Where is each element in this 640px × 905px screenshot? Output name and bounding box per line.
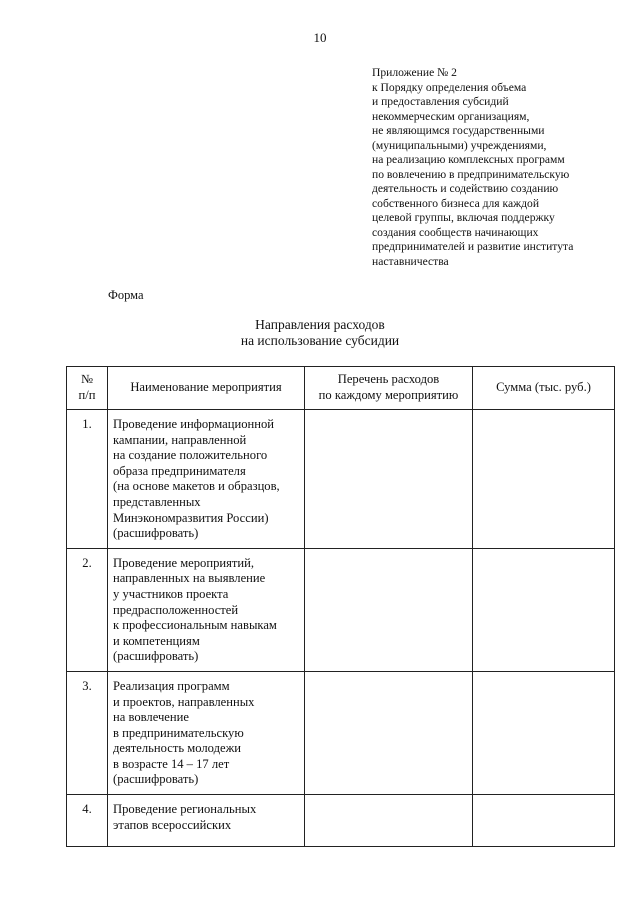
expenses-cell — [305, 795, 473, 847]
expenses-cell — [305, 410, 473, 549]
activity-name: Проведение информационной кампании, направленной на создание положительного образа предпринимателя (на основе макетов и образцов, представленных Минэкономразвития России) (расшифровать) — [108, 410, 305, 549]
appendix-line: целевой группы, включая поддержку — [372, 211, 555, 224]
header-expenses: Перечень расходов по каждому мероприятию — [305, 367, 473, 410]
appendix-line: Приложение № 2 — [372, 66, 457, 79]
activity-name: Проведение мероприятий, направленных на выявление у участников проекта предрасположенностей к профессиональным навыкам и компетенциям (расшифровать) — [108, 548, 305, 671]
document-title — [0, 317, 640, 349]
appendix-line: (муниципальными) учреждениями, — [372, 138, 547, 152]
table-row — [67, 410, 615, 549]
table-header-row — [67, 367, 615, 410]
header-num: № п/п — [67, 367, 108, 410]
page-number: 10 — [313, 30, 327, 45]
header-name: Наименование мероприятия — [108, 367, 305, 410]
table-row — [67, 795, 615, 847]
row-number: 4. — [67, 795, 108, 847]
appendix-line: деятельность и содействию созданию — [372, 182, 559, 195]
title-line-1: Направления расходов — [255, 317, 385, 332]
appendix-line: не являющимся государственными — [372, 124, 545, 137]
form-label: Форма — [108, 288, 144, 302]
appendix-line: некоммерческим организациям, — [372, 109, 530, 123]
expenses-cell — [305, 671, 473, 794]
sum-cell — [473, 671, 615, 794]
appendix-line: создания сообществ начинающих — [372, 225, 539, 239]
title-line-2: на использование субсидии — [240, 333, 400, 348]
header-sum: Сумма (тыс. руб.) — [473, 367, 615, 410]
appendix-line: наставничества — [372, 254, 449, 268]
row-number: 1. — [67, 410, 108, 549]
appendix-line: к Порядку определения объема — [372, 80, 527, 94]
appendix-header — [372, 66, 622, 269]
appendix-line: собственного бизнеса для каждой — [372, 196, 540, 210]
sum-cell — [473, 548, 615, 671]
table-row — [67, 548, 615, 671]
activity-name: Проведение региональных этапов всероссийских — [108, 795, 305, 847]
appendix-line: предпринимателей и развитие института — [372, 240, 574, 253]
expenses-cell — [305, 548, 473, 671]
row-number: 3. — [67, 671, 108, 794]
row-number: 2. — [67, 548, 108, 671]
sum-cell — [473, 795, 615, 847]
appendix-line: и предоставления субсидий — [372, 95, 509, 108]
table-row — [67, 671, 615, 794]
expenses-table — [66, 366, 615, 847]
appendix-line: по вовлечению в предпринимательскую — [372, 167, 570, 181]
appendix-line: на реализацию комплексных программ — [372, 153, 565, 166]
activity-name: Реализация программ и проектов, направленных на вовлечение в предпринимательскую деятельность молодежи в возрасте 14 – 17 лет (расшифровать) — [108, 671, 305, 794]
sum-cell — [473, 410, 615, 549]
